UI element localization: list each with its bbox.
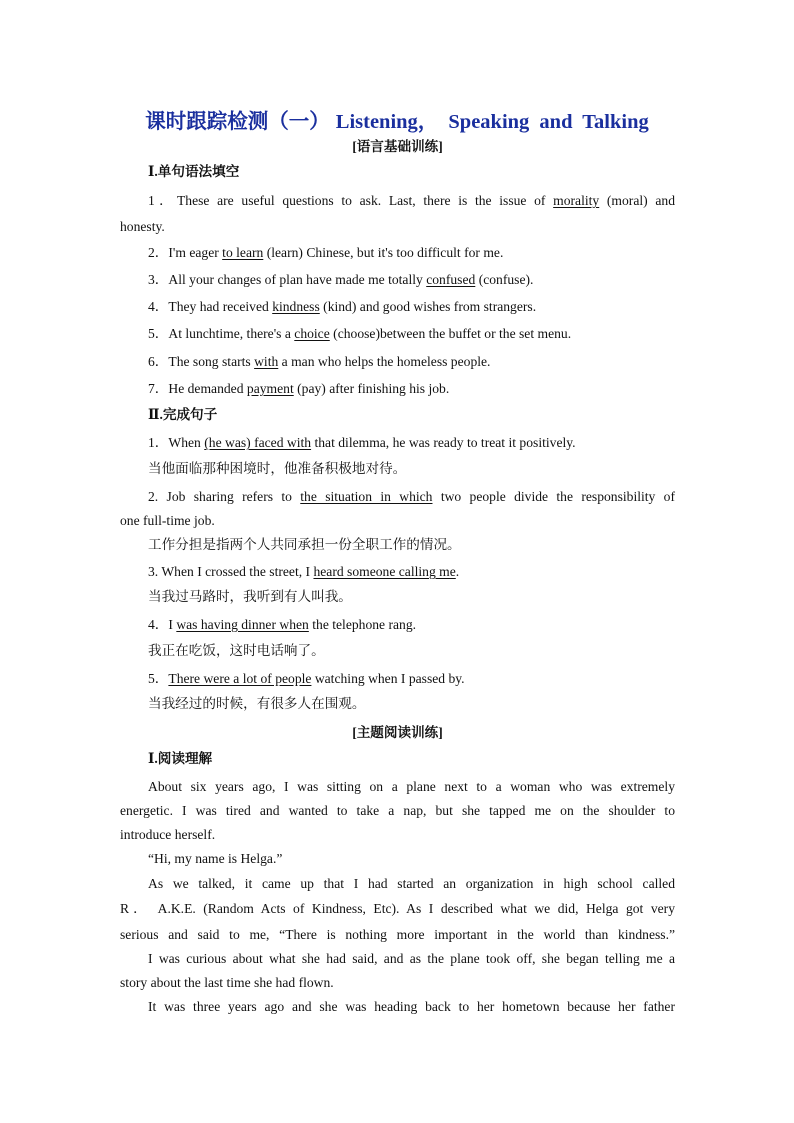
p1-line2: [120, 801, 675, 821]
line-text: serious and said to me, “There is nothing more important in the world than kindness.”: [120, 927, 675, 942]
s1-cn: [120, 459, 675, 479]
p4-line2: [120, 973, 675, 993]
line-text: 5．At lunchtime, there's a: [148, 326, 295, 341]
line-text: 7．He demanded: [148, 381, 247, 396]
line-text: 4．They had received: [148, 299, 273, 314]
answer-text: confused: [426, 272, 476, 287]
p3-line1: [120, 874, 675, 894]
line-text: 2. Job sharing refers to: [148, 489, 301, 504]
p3-line3: [120, 925, 675, 945]
line-text: (choose)between the buffet or the set menu.: [329, 326, 572, 341]
q5: [120, 324, 675, 344]
line-text: [主题阅读训练]: [352, 725, 443, 740]
line-text: 1．These are useful questions to ask. Last, there is the issue of: [148, 193, 554, 208]
answer-text: There were a lot of people: [168, 671, 312, 686]
s5: [120, 669, 675, 689]
q6: [120, 352, 675, 372]
heading-single-sentence-grammar: [120, 162, 675, 182]
answer-text: was having dinner when: [176, 617, 309, 632]
s2-line1: [120, 487, 675, 507]
line-text: About six years ago, I was sitting on a plane next to a woman who was extremely: [148, 779, 675, 794]
line-text: “Hi, my name is Helga.”: [148, 851, 283, 866]
answer-text: (he was) faced with: [204, 435, 312, 450]
line-text: (pay) after finishing his job.: [293, 381, 450, 396]
line-text: 当我经过的时候，有很多人在围观。: [148, 696, 366, 711]
line-text: 3. When I crossed the street, I: [148, 564, 314, 579]
line-text: 1．When: [148, 435, 205, 450]
p4-line1: [120, 949, 675, 969]
line-text: (confuse).: [475, 272, 534, 287]
line-text: energetic. I was tired and wanted to take a nap, but she tapped me on the shoulder to: [120, 803, 675, 818]
line-text: 工作分担是指两个人共同承担一份全职工作的情况。: [148, 537, 461, 552]
line-text: Ⅱ.完成句子: [148, 407, 218, 422]
line-text: I was curious about what she had said, and as the plane took off, she began telling me a: [148, 951, 675, 966]
line-text: a man who helps the homeless people.: [278, 354, 491, 369]
q1-line2: [120, 217, 675, 237]
line-text: 当我过马路时，我听到有人叫我。: [148, 589, 352, 604]
line-text: (learn) Chinese, but it's too difficult for me.: [263, 245, 504, 260]
line-text: 当他面临那种困境时，他准备积极地对待。: [148, 461, 407, 476]
q3: [120, 270, 675, 290]
page-title: [0, 104, 794, 134]
s4-cn: [120, 641, 675, 661]
line-text: (moral) and: [599, 193, 675, 208]
line-text: watching when I passed by.: [311, 671, 465, 686]
heading-reading-comprehension: [120, 749, 675, 769]
p5-line1: [120, 997, 675, 1017]
answer-text: choice: [294, 326, 330, 341]
q4: [120, 297, 675, 317]
line-text: honesty.: [120, 219, 165, 234]
p3-line2: [120, 899, 675, 919]
answer-text: with: [254, 354, 279, 369]
answer-text: to learn: [222, 245, 264, 260]
section-heading-language-basics: [120, 137, 675, 157]
line-text: that dilemma, he was ready to treat it positively.: [311, 435, 576, 450]
q1-line1: [120, 191, 675, 211]
s5-cn: [120, 694, 675, 714]
line-text: R． A.K.E. (Random Acts of Kindness, Etc). As I described what we did, Helga got very: [120, 901, 675, 916]
line-text: (kind) and good wishes from strangers.: [319, 299, 537, 314]
line-text: story about the last time she had flown.: [120, 975, 334, 990]
line-text: 我正在吃饭，这时电话响了。: [148, 643, 325, 658]
line-text: two people divide the responsibility of: [432, 489, 676, 504]
line-text: 4．I: [148, 617, 177, 632]
p2: [120, 849, 675, 869]
answer-text: payment: [246, 381, 294, 396]
title-chinese: 课时跟踪检测（一）: [145, 111, 330, 133]
line-text: [语言基础训练]: [352, 139, 443, 154]
p1-line3: [120, 825, 675, 845]
line-text: one full-time job.: [120, 513, 215, 528]
p1-line1: [120, 777, 675, 797]
answer-text: kindness: [272, 299, 320, 314]
s3: [120, 562, 675, 582]
line-text: .: [455, 564, 460, 579]
s4: [120, 615, 675, 635]
answer-text: heard someone calling me: [313, 564, 456, 579]
answer-text: morality: [553, 193, 600, 208]
s1: [120, 433, 675, 453]
line-text: It was three years ago and she was heading back to her hometown because her father: [148, 999, 675, 1014]
line-text: Ⅰ.单句语法填空: [148, 164, 240, 179]
line-text: 3．All your changes of plan have made me totally: [148, 272, 427, 287]
s3-cn: [120, 587, 675, 607]
s2-line2: [120, 511, 675, 531]
line-text: As we talked, it came up that I had started an organization in high school called: [148, 876, 675, 891]
section-heading-topic-reading: [120, 723, 675, 743]
line-text: Ⅰ.阅读理解: [148, 751, 213, 766]
title-english: Listening， Speaking and Talking: [335, 111, 649, 133]
line-text: 6．The song starts: [148, 354, 255, 369]
line-text: the telephone rang.: [308, 617, 417, 632]
heading-complete-sentences: [120, 405, 675, 425]
line-text: 5．: [148, 671, 169, 686]
answer-text: the situation in which: [300, 489, 433, 504]
q7: [120, 379, 675, 399]
line-text: 2．I'm eager: [148, 245, 223, 260]
line-text: introduce herself.: [120, 827, 216, 842]
s2-cn: [120, 535, 675, 555]
q2: [120, 243, 675, 263]
